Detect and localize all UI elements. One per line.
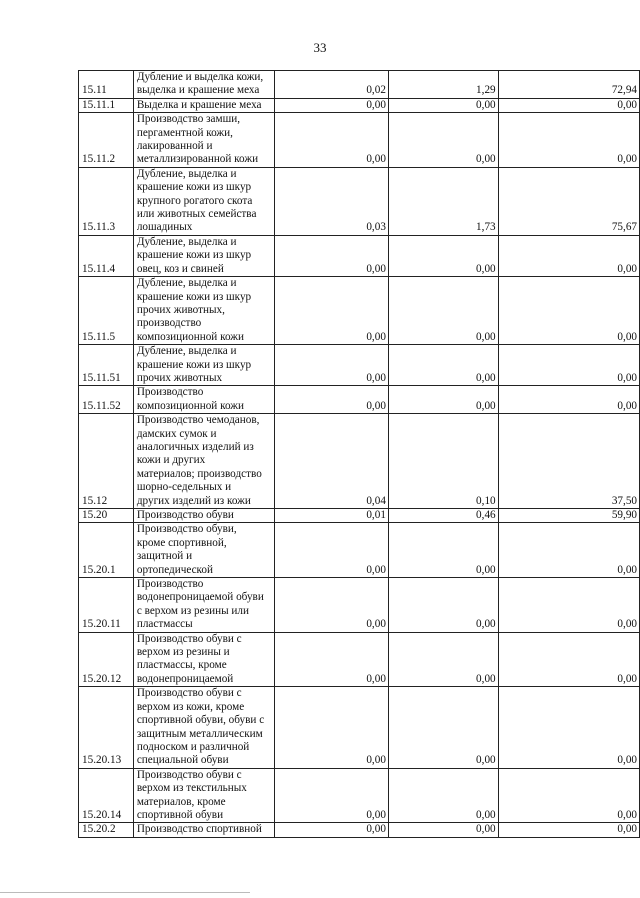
table-row: [79, 113, 640, 168]
table-row: [79, 414, 640, 509]
row-value-2: 0,10: [388, 414, 498, 509]
row-name: Производство замши, пергаментной кожи, лакированной и металлизированной кожи: [133, 113, 274, 168]
row-code: 15.20.2: [79, 823, 134, 837]
row-name: Дубление и выделка кожи, выделка и крашение меха: [133, 71, 274, 99]
row-name: Производство обуви с верхом из резины и пластмассы, кроме водонепроницаемой: [133, 632, 274, 687]
table-row: [79, 167, 640, 235]
row-value-3: 0,00: [498, 578, 639, 633]
table-row: [79, 578, 640, 633]
page-number: 33: [313, 40, 327, 55]
row-name: Производство обуви, кроме спортивной, защитной и ортопедической: [133, 523, 274, 578]
row-value-2: 0,00: [388, 578, 498, 633]
row-value-1: 0,00: [275, 768, 389, 823]
table-row: [79, 632, 640, 687]
row-value-3: 0,00: [498, 768, 639, 823]
row-value-1: 0,00: [275, 98, 389, 112]
row-value-2: 0,00: [388, 632, 498, 687]
row-value-2: 0,00: [388, 277, 498, 345]
row-value-1: 0,00: [275, 345, 389, 386]
row-value-2: 0,00: [388, 235, 498, 276]
row-code: 15.20.14: [79, 768, 134, 823]
row-value-3: 0,00: [498, 277, 639, 345]
row-name: Производство обуви с верхом из кожи, кроме спортивной обуви, обуви с защитным металлическим подноском и различной специальной обуви: [133, 687, 274, 768]
row-value-1: 0,00: [275, 235, 389, 276]
row-value-3: 59,90: [498, 509, 639, 523]
row-code: 15.11.52: [79, 386, 134, 414]
row-name: Дубление, выделка и крашение кожи из шкур прочих животных, производство композиционной кожи: [133, 277, 274, 345]
row-value-1: 0,00: [275, 523, 389, 578]
table-row: [79, 823, 640, 837]
table-body: [79, 71, 640, 838]
row-value-3: 0,00: [498, 345, 639, 386]
row-value-3: 0,00: [498, 235, 639, 276]
row-name: Дубление, выделка и крашение кожи из шкур крупного рогатого скота или животных семейства лошадиных: [133, 167, 274, 235]
row-value-2: 0,00: [388, 113, 498, 168]
row-code: 15.11.1: [79, 98, 134, 112]
row-value-1: 0,04: [275, 414, 389, 509]
table-row: [79, 235, 640, 276]
row-value-3: 0,00: [498, 823, 639, 837]
row-value-1: 0,00: [275, 578, 389, 633]
row-name: Дубление, выделка и крашение кожи из шкур прочих животных: [133, 345, 274, 386]
table-row: [79, 523, 640, 578]
table-row: [79, 386, 640, 414]
row-name: Производство спортивной: [133, 823, 274, 837]
row-code: 15.20.12: [79, 632, 134, 687]
row-value-2: 0,00: [388, 768, 498, 823]
row-value-1: 0,00: [275, 386, 389, 414]
row-value-1: 0,00: [275, 687, 389, 768]
row-code: 15.20: [79, 509, 134, 523]
row-value-3: 72,94: [498, 71, 639, 99]
table-row: [79, 768, 640, 823]
row-value-1: 0,00: [275, 823, 389, 837]
row-code: 15.20.1: [79, 523, 134, 578]
row-name: Дубление, выделка и крашение кожи из шкур овец, коз и свиней: [133, 235, 274, 276]
row-code: 15.20.13: [79, 687, 134, 768]
row-name: Выделка и крашение меха: [133, 98, 274, 112]
row-code: 15.11.5: [79, 277, 134, 345]
table-row: [79, 277, 640, 345]
row-value-2: 0,00: [388, 386, 498, 414]
row-code: 15.11.4: [79, 235, 134, 276]
scan-edge-line: [0, 892, 250, 893]
row-value-1: 0,00: [275, 632, 389, 687]
table-row: [79, 98, 640, 112]
table-row: [79, 509, 640, 523]
row-value-3: 0,00: [498, 687, 639, 768]
row-value-2: 0,46: [388, 509, 498, 523]
table-row: [79, 71, 640, 99]
row-value-2: 0,00: [388, 687, 498, 768]
data-table: [78, 70, 640, 838]
row-name: Производство обуви с верхом из текстильных материалов, кроме спортивной обуви: [133, 768, 274, 823]
row-code: 15.20.11: [79, 578, 134, 633]
row-code: 15.11.51: [79, 345, 134, 386]
row-value-1: 0,02: [275, 71, 389, 99]
row-name: Производство композиционной кожи: [133, 386, 274, 414]
row-name: Производство обуви: [133, 509, 274, 523]
row-value-3: 0,00: [498, 113, 639, 168]
row-value-3: 37,50: [498, 414, 639, 509]
row-value-2: 0,00: [388, 523, 498, 578]
row-value-2: 0,00: [388, 345, 498, 386]
row-value-2: 0,00: [388, 823, 498, 837]
row-value-1: 0,00: [275, 277, 389, 345]
row-value-3: 0,00: [498, 98, 639, 112]
row-code: 15.11.2: [79, 113, 134, 168]
row-name: Производство водонепроницаемой обуви с верхом из резины или пластмассы: [133, 578, 274, 633]
row-value-3: 0,00: [498, 523, 639, 578]
row-name: Производство чемоданов, дамских сумок и аналогичных изделий из кожи и других материалов; производство шорно-седельных и других изделий из кожи: [133, 414, 274, 509]
row-value-2: 0,00: [388, 98, 498, 112]
row-value-3: 0,00: [498, 386, 639, 414]
row-code: 15.11: [79, 71, 134, 99]
row-value-3: 75,67: [498, 167, 639, 235]
row-value-2: 1,73: [388, 167, 498, 235]
row-value-1: 0,03: [275, 167, 389, 235]
row-code: 15.11.3: [79, 167, 134, 235]
table-row: [79, 345, 640, 386]
row-value-1: 0,00: [275, 113, 389, 168]
row-value-2: 1,29: [388, 71, 498, 99]
row-code: 15.12: [79, 414, 134, 509]
table-row: [79, 687, 640, 768]
row-value-3: 0,00: [498, 632, 639, 687]
row-value-1: 0,01: [275, 509, 389, 523]
